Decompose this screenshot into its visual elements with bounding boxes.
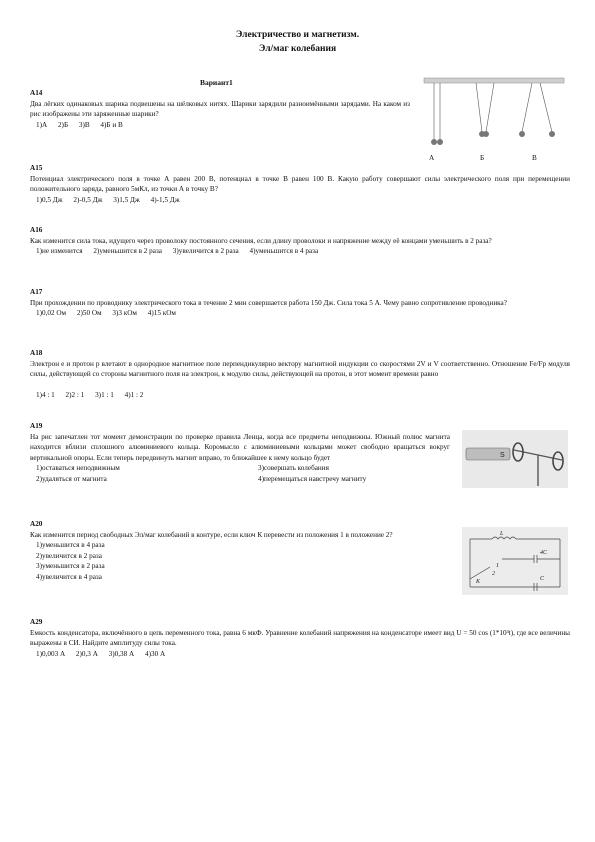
question-a18 bbox=[30, 348, 570, 400]
question-a16 bbox=[30, 225, 570, 257]
answer-options: 1)не изменится 2)уменьшится в 2 раза 3)увеличится в 2 раза 4)уменьшится в 4 раза bbox=[36, 247, 319, 256]
question-number: A20 bbox=[30, 520, 43, 528]
figure-label-v: В bbox=[532, 154, 537, 162]
page-subtitle: Эл/маг колебания bbox=[258, 44, 337, 54]
answer-option: 1)уменьшится в 4 раза bbox=[36, 541, 105, 550]
question-number: A14 bbox=[30, 89, 43, 97]
question-text: На рис запечатлен тот момент демонстрации по проверке правила Ленца, когда все предметы неподвижны. Южный полюс магнита находится вблизи сплошного алюминиевого кольца. Коромысло с алюминиевыми кольцами может свободно вращаться вокруг вертикальной опоры. Если теперь передвинуть магнит вправо, то ближайшее к нему кольцо будет bbox=[30, 432, 450, 462]
question-text: Два лёгких одинаковых шарика подвешены на шёлковых нитях. Шарики зарядили разноимёнными зарядами. На каком из рис изображены эти заряженные шарики? bbox=[30, 99, 410, 119]
figure-label-a: А bbox=[429, 154, 435, 162]
lenz-rule-figure bbox=[462, 430, 568, 488]
variant-label: Вариант1 bbox=[200, 78, 233, 87]
question-a15 bbox=[30, 163, 570, 205]
position-2-label: 2 bbox=[492, 571, 495, 577]
answer-option: 3)совершать колебания bbox=[258, 464, 329, 473]
question-text: Как изменится сила тока, идущего через проволоку постоянного сечения, если длину проволоки и напряжение между её концами уменьшить в 2 раза? bbox=[30, 236, 492, 245]
answer-options: 1)4 : 1 2)2 : 1 3)1 : 1 4)1 : 2 bbox=[36, 390, 144, 399]
question-number: A17 bbox=[30, 288, 43, 296]
page-title: Электричество и магнетизм. bbox=[235, 30, 360, 40]
answer-option: 2)увеличится в 2 раза bbox=[36, 551, 102, 560]
inductor-label: L bbox=[500, 531, 504, 537]
answer-option: 4)увеличится в 4 раза bbox=[36, 572, 102, 581]
question-a17 bbox=[30, 287, 570, 319]
figure-label-b: Б bbox=[480, 154, 485, 162]
answer-option: 2)удаляться от магнита bbox=[36, 474, 107, 483]
question-number: A16 bbox=[30, 226, 43, 234]
question-a14 bbox=[30, 88, 410, 130]
key-label: K bbox=[476, 579, 481, 585]
magnet-pole-label: S bbox=[500, 452, 505, 459]
answer-options bbox=[30, 463, 450, 484]
question-number: A18 bbox=[30, 349, 43, 357]
question-text: При прохождении по проводнику электрического тока в течение 2 мин совершается работа 150 Дж. Сила тока 5 А. Чему равно сопротивление проводника? bbox=[30, 298, 507, 307]
answer-option: 1)оставаться неподвижным bbox=[36, 464, 120, 473]
answer-option: 3)уменьшится в 2 раза bbox=[36, 562, 105, 571]
answer-options: 1)0,5 Дж 2)-0,5 Дж 3)1,5 Дж 4)-1,5 Дж bbox=[36, 195, 180, 204]
question-a19 bbox=[30, 421, 450, 485]
question-a20 bbox=[30, 519, 450, 583]
answer-options: 1)0,02 Ом 2)50 Ом 3)3 кОм 4)15 кОм bbox=[36, 309, 176, 318]
lc-circuit-figure bbox=[462, 527, 568, 595]
answer-options: 1)А 2)Б 3)В 4)Б и В bbox=[36, 120, 123, 129]
question-text: Как изменится период свободных Эл/маг колебаний в контуре, если ключ К перевести из положения 1 в положение 2? bbox=[30, 530, 393, 539]
question-text: Потенциал электрического поля в точке А равен 200 В, потенциал в точке В равен 100 В. Какую работу совершают силы электрического поля при перемещении положительного заряда, равного 5мКл, из точки А в точку В? bbox=[30, 174, 570, 194]
answer-options: 1)0,003 А 2)0,3 А 3)0,38 А 4)30 А bbox=[36, 649, 166, 658]
question-number: A15 bbox=[30, 164, 43, 172]
question-text: Емкость конденсатора, включённого в цепь переменного тока, равна 6 мкФ. Уравнение колебаний напряжения на конденсаторе имеет вид U = 50 cos (1*10³t), где все величины выражены в СИ. Найдите амплитуду силы тока. bbox=[30, 628, 570, 648]
position-1-label: 1 bbox=[496, 563, 499, 569]
question-text: Электрон e и протон p влетают в однородное магнитное поле перпендикулярно вектору магнитной индукции со скоростями 2V и V соответственно. Отношение Fe/Fp модуля силы, действующей со стороны магнитного поля на электрон, к модулю силы, действующей на протон, в этот момент времени равно bbox=[30, 359, 570, 379]
question-number: A19 bbox=[30, 422, 43, 430]
capacitor-4c-label: 4C bbox=[540, 550, 548, 556]
question-number: A29 bbox=[30, 618, 43, 626]
capacitor-c-label: C bbox=[540, 576, 545, 582]
question-a29 bbox=[30, 617, 570, 659]
answer-option: 4)перемещаться навстречу магниту bbox=[258, 474, 367, 483]
charged-balls-figure bbox=[420, 74, 568, 152]
